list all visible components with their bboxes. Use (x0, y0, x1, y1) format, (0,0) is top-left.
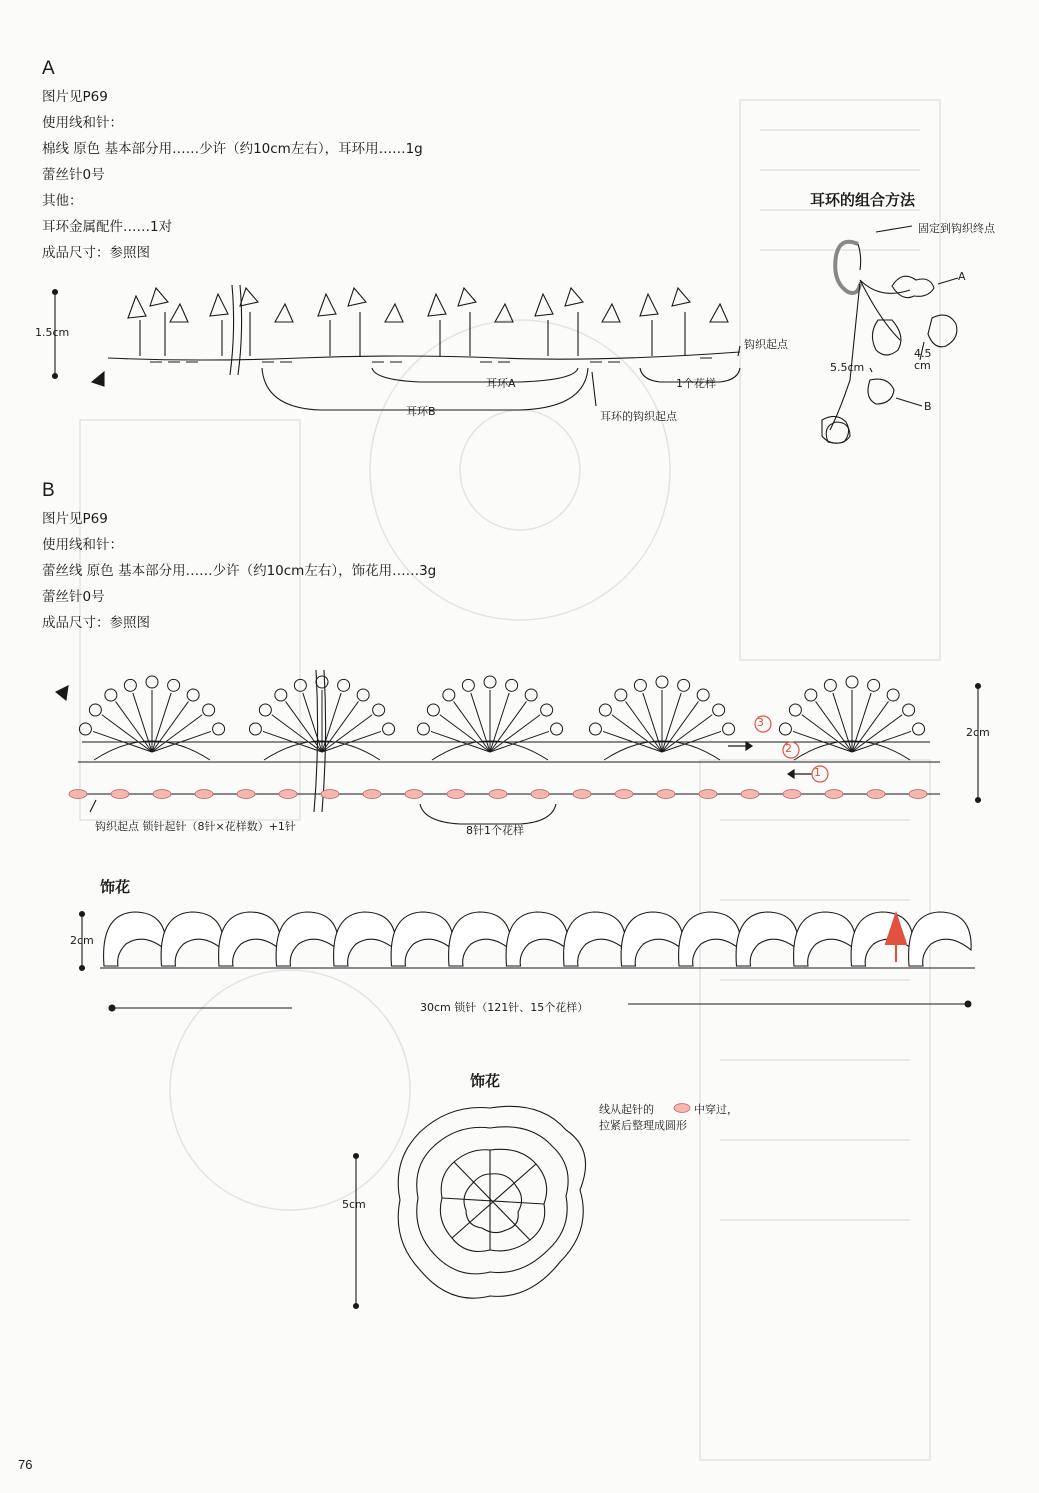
assembly-label-a: A (958, 270, 966, 283)
flower-strip-title: 饰花 (100, 878, 131, 896)
assembly-title: 耳环的组合方法 (810, 191, 916, 209)
section-a-letter: A (42, 58, 55, 79)
earring-a-label: 耳环A (486, 377, 516, 390)
section-b-line-3: 蕾丝线 原色 基本部分用……少许（约10cm左右），饰花用……3g (42, 563, 437, 579)
page-number: 76 (18, 1457, 33, 1472)
section-b-line-1: 图片见P69 (42, 511, 108, 527)
section-a-line-2: 使用线和针： (42, 115, 123, 131)
earring-start-label: 耳环的钩织起点 (600, 410, 677, 423)
flower-note-line-2: 拉紧后整理成圆形 (599, 1119, 687, 1132)
section-b-line-2: 使用线和针： (42, 537, 123, 553)
step-2-marker: 2 (785, 742, 792, 755)
flower-note-part-a: 线从起针的 (599, 1103, 654, 1116)
assembly-dim-45-value: 4.5 (914, 347, 932, 360)
section-b-height: 2cm (966, 726, 990, 739)
section-b-letter: B (42, 480, 55, 501)
section-a-line-4: 蕾丝针0号 (42, 167, 105, 183)
flower-note-part-b: 中穿过， (694, 1103, 738, 1116)
step-1-marker: 1 (814, 766, 821, 779)
section-a-line-1: 图片见P69 (42, 89, 108, 105)
assembly-dim-45-unit: cm (914, 359, 931, 372)
one-pattern-label: 1个花样 (676, 377, 716, 390)
section-b-line-5: 成品尺寸：参照图 (42, 615, 150, 631)
section-b-start-label: 钩织起点 锁针起针（8针×花样数）+1针 (95, 820, 296, 833)
assembly-label-b: B (924, 400, 932, 413)
section-a-height: 1.5cm (35, 326, 70, 339)
section-b-line-4: 蕾丝针0号 (42, 589, 105, 605)
step-3-marker: 3 (757, 716, 764, 729)
assembly-dim-55: 5.5cm (830, 361, 865, 374)
section-a-line-6: 耳环金属配件……1对 (42, 219, 173, 235)
section-a-line-5: 其他： (42, 193, 83, 209)
section-a-line-7: 成品尺寸：参照图 (42, 245, 150, 261)
assembly-fix-label: 固定到钩织终点 (918, 222, 995, 235)
flower-round-title: 饰花 (470, 1072, 501, 1090)
flower-strip-height: 2cm (70, 934, 94, 947)
flower-round-size: 5cm (342, 1198, 366, 1211)
flower-strip-length: 30cm 锁针（121针、15个花样） (420, 1001, 589, 1014)
section-a-line-3: 棉线 原色 基本部分用……少许（约10cm左右），耳环用……1g (42, 141, 423, 157)
section-b-pattern-label: 8针1个花样 (466, 824, 524, 837)
earring-b-label: 耳环B (406, 405, 436, 418)
section-a-start-label: 钩织起点 (744, 338, 788, 351)
